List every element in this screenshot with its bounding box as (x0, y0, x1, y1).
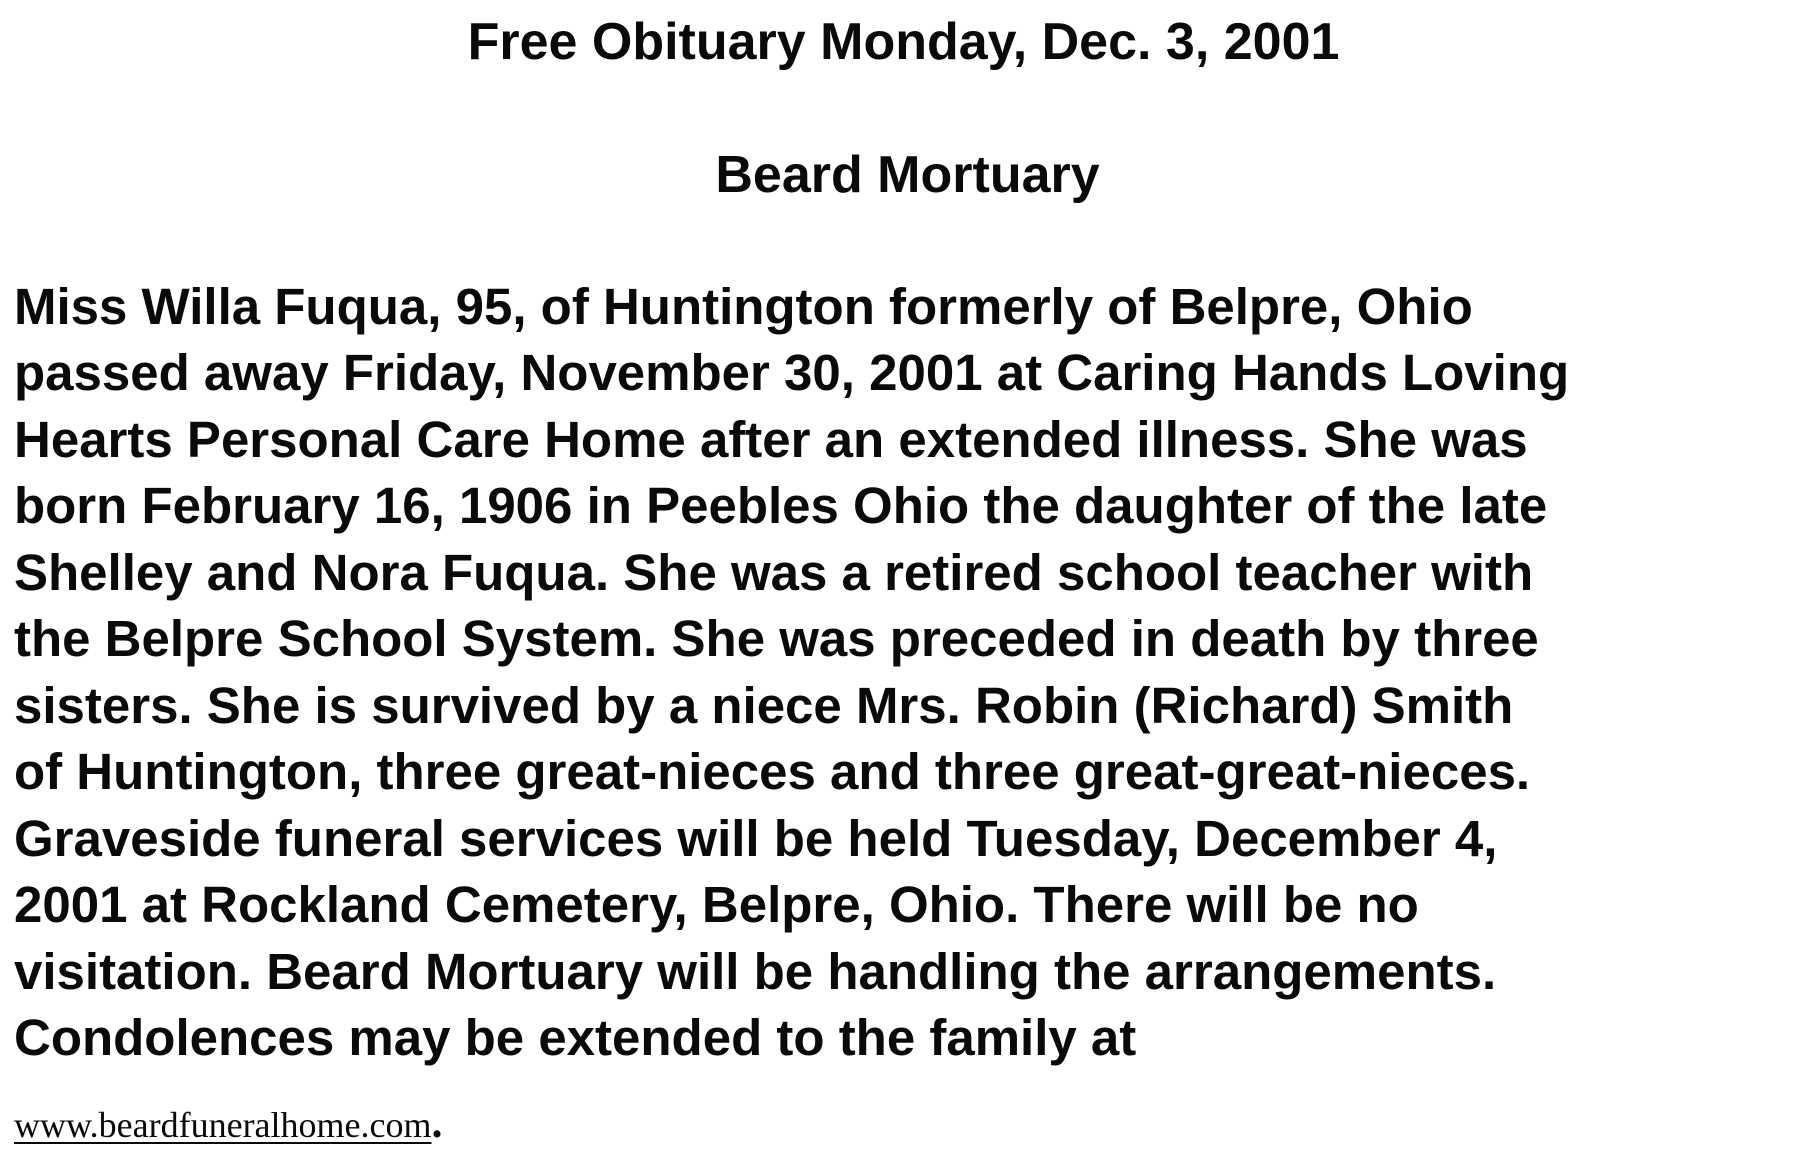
funeral-home-website-link[interactable]: www.beardfuneralhome.com (14, 1105, 432, 1145)
website-line (14, 1098, 443, 1147)
obituary-line: passed away Friday, November 30, 2001 at Caring Hands Loving (14, 344, 1570, 401)
obituary-line: 2001 at Rockland Cemetery, Belpre, Ohio. There will be no (14, 876, 1419, 933)
obituary-line: born February 16, 1906 in Peebles Ohio the daughter of the late (14, 477, 1548, 534)
obituary-date-heading: Free Obituary Monday, Dec. 3, 2001 (467, 13, 1340, 71)
obituary-line: sisters. She is survived by a niece Mrs. Robin (Richard) Smith (14, 677, 1514, 734)
obituary-line: Shelley and Nora Fuqua. She was a retired school teacher with (14, 544, 1534, 601)
obituary-line: Graveside funeral services will be held Tuesday, December 4, (14, 810, 1498, 867)
obituary-line: Miss Willa Fuqua, 95, of Huntington formerly of Belpre, Ohio (14, 278, 1473, 335)
obituary-line: Hearts Personal Care Home after an extended illness. She was (14, 411, 1528, 468)
mortuary-heading: Beard Mortuary (715, 146, 1100, 204)
obituary-line: visitation. Beard Mortuary will be handling the arrangements. (14, 943, 1497, 1000)
obituary-line: of Huntington, three great-nieces and three great-great-nieces. (14, 743, 1531, 800)
obituary-line: Condolences may be extended to the family at (14, 1009, 1137, 1066)
obituary-line: the Belpre School System. She was preceded in death by three (14, 610, 1539, 667)
website-period: . (431, 1098, 443, 1147)
